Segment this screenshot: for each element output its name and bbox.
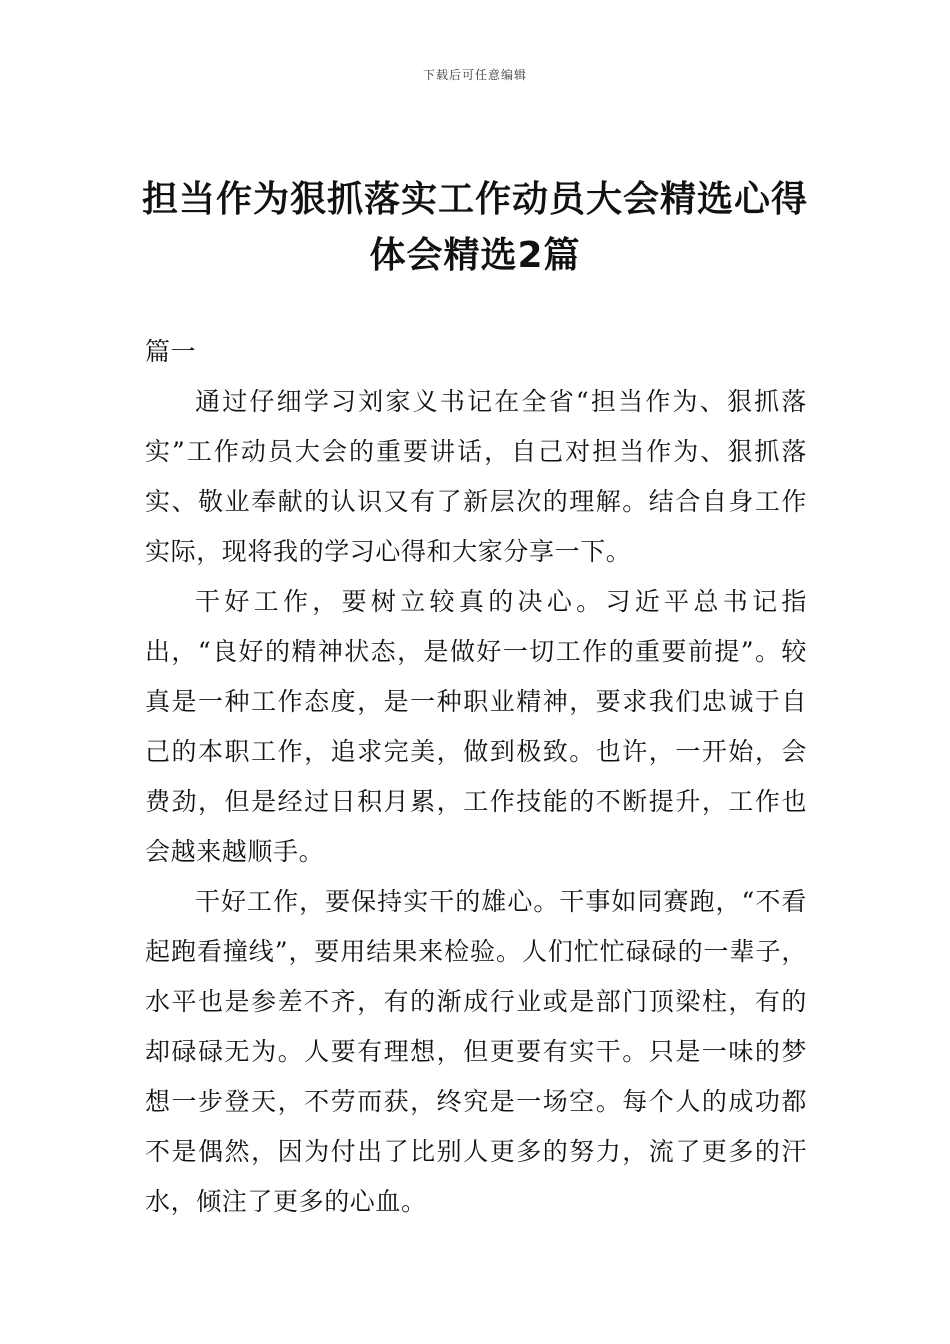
document-body xyxy=(145,327,807,1227)
title-line-1: 担当作为狠抓落实工作动员大会精选心得 xyxy=(141,179,808,220)
title-line-2: 体会精选2篇 xyxy=(369,235,581,276)
paragraph-1: 通过仔细学习刘家义书记在全省“担当作为、狠抓落实”工作动员大会的重要讲话，自己对担当作为、狠抓落实、敬业奉献的认识又有了新层次的理解。结合自身工作实际，现将我的学习心得和大家分享一下。 xyxy=(145,387,807,566)
header-note: 下载后可任意编辑 xyxy=(422,68,527,82)
paragraph-2: 干好工作，要树立较真的决心。习近平总书记指出，“良好的精神状态，是做好一切工作的重要前提”。较真是一种工作态度，是一种职业精神，要求我们忠诚于自己的本职工作，追求完美，做到极致。也许，一开始，会费劲，但是经过日积月累，工作技能的不断提升，工作也会越来越顺手。 xyxy=(145,587,807,866)
section-label: 篇一 xyxy=(145,337,197,366)
document-title xyxy=(130,172,820,284)
paragraph-3: 干好工作，要保持实干的雄心。干事如同赛跑，“不看起跑看撞线”，要用结果来检验。人们忙忙碌碌的一辈子，水平也是参差不齐，有的渐成行业或是部门顶梁柱，有的却碌碌无为。人要有理想，但更要有实干。只是一味的梦想一步登天，不劳而获，终究是一场空。每个人的成功都不是偶然，因为付出了比别人更多的努力，流了更多的汗水，倾注了更多的心血。 xyxy=(145,887,807,1216)
